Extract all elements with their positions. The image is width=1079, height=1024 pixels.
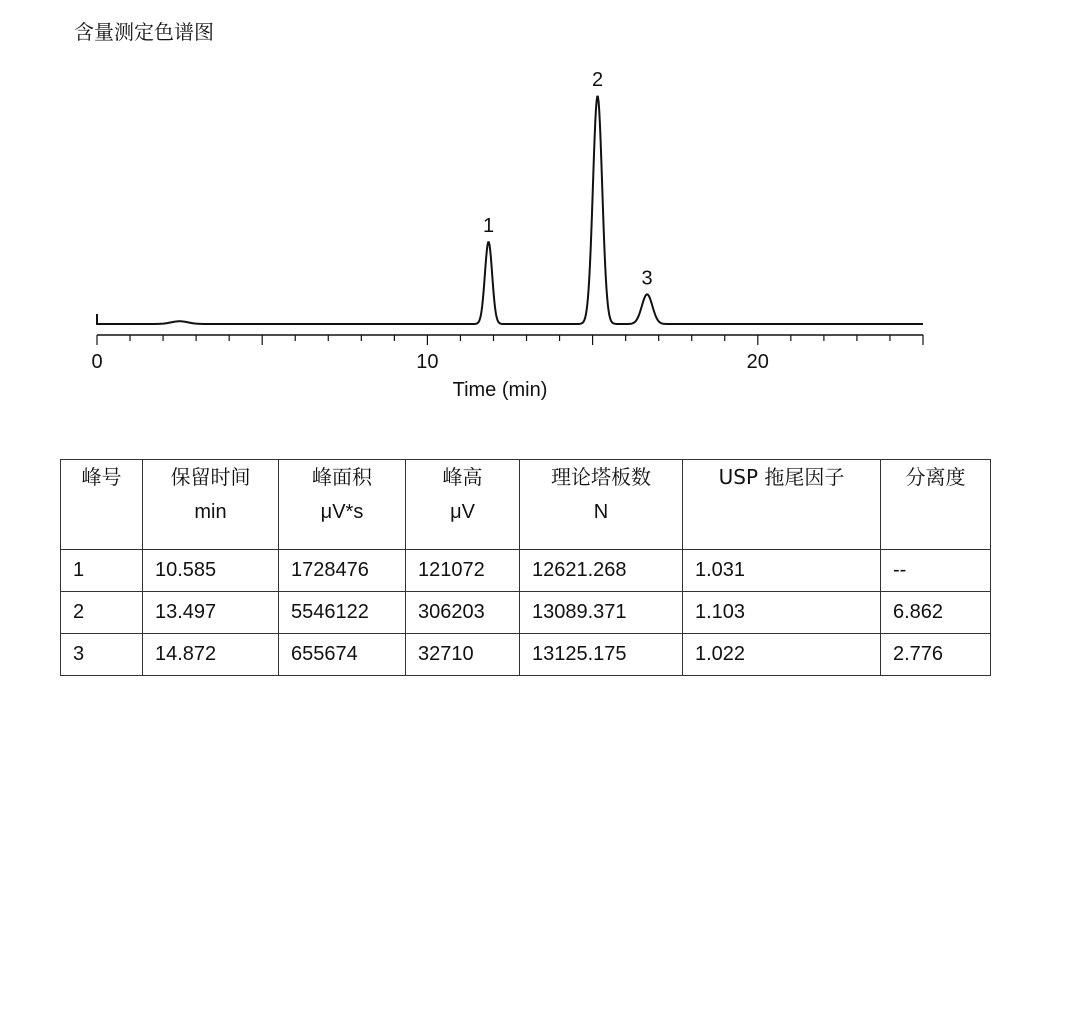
x-axis-label: Time (min) — [452, 379, 548, 401]
cell-plate-count: 12621.268 — [520, 550, 683, 592]
x-axis — [91, 335, 923, 373]
col-header-peak-area: 峰面积 μV*s — [279, 460, 406, 550]
chromatogram-chart — [0, 0, 1079, 420]
col-header-plate-count: 理论塔板数 N — [520, 460, 683, 550]
cell-peak-height: 32710 — [406, 634, 520, 676]
chromatogram-trace — [97, 97, 923, 324]
cell-peak-no: 2 — [61, 592, 143, 634]
cell-peak-height: 306203 — [406, 592, 520, 634]
table-row — [61, 550, 991, 592]
page-title: 含量测定色谱图 — [74, 20, 214, 44]
cell-plate-count: 13089.371 — [520, 592, 683, 634]
cell-resolution: 2.776 — [881, 634, 991, 676]
x-tick-label: 20 — [746, 351, 769, 373]
cell-retention-time: 10.585 — [143, 550, 279, 592]
table-row — [61, 634, 991, 676]
table-row — [61, 592, 991, 634]
peak-label: 2 — [591, 69, 604, 91]
x-tick-label: 10 — [416, 351, 439, 373]
cell-retention-time: 14.872 — [143, 634, 279, 676]
cell-peak-area: 1728476 — [279, 550, 406, 592]
peak-labels — [483, 69, 653, 289]
peak-label: 1 — [482, 214, 495, 237]
cell-resolution: -- — [881, 550, 991, 592]
cell-peak-area: 655674 — [279, 634, 406, 676]
cell-peak-no: 3 — [61, 634, 143, 676]
peak-label: 3 — [641, 267, 653, 290]
cell-resolution: 6.862 — [881, 592, 991, 634]
cell-usp-tailing: 1.031 — [683, 550, 881, 592]
col-header-usp-tailing: USP 拖尾因子 — [683, 460, 881, 550]
col-header-retention-time: 保留时间 min — [143, 460, 279, 550]
table-header-row — [61, 460, 991, 550]
peak-results-table — [60, 459, 991, 676]
cell-peak-no: 1 — [61, 550, 143, 592]
cell-plate-count: 13125.175 — [520, 634, 683, 676]
col-header-peak-height: 峰高 μV — [406, 460, 520, 550]
cell-usp-tailing: 1.103 — [683, 592, 881, 634]
col-header-peak-no: 峰号 — [61, 460, 143, 550]
cell-peak-area: 5546122 — [279, 592, 406, 634]
col-header-resolution: 分离度 — [881, 460, 991, 550]
cell-peak-height: 121072 — [406, 550, 520, 592]
cell-retention-time: 13.497 — [143, 592, 279, 634]
x-tick-label: 0 — [91, 351, 103, 373]
cell-usp-tailing: 1.022 — [683, 634, 881, 676]
